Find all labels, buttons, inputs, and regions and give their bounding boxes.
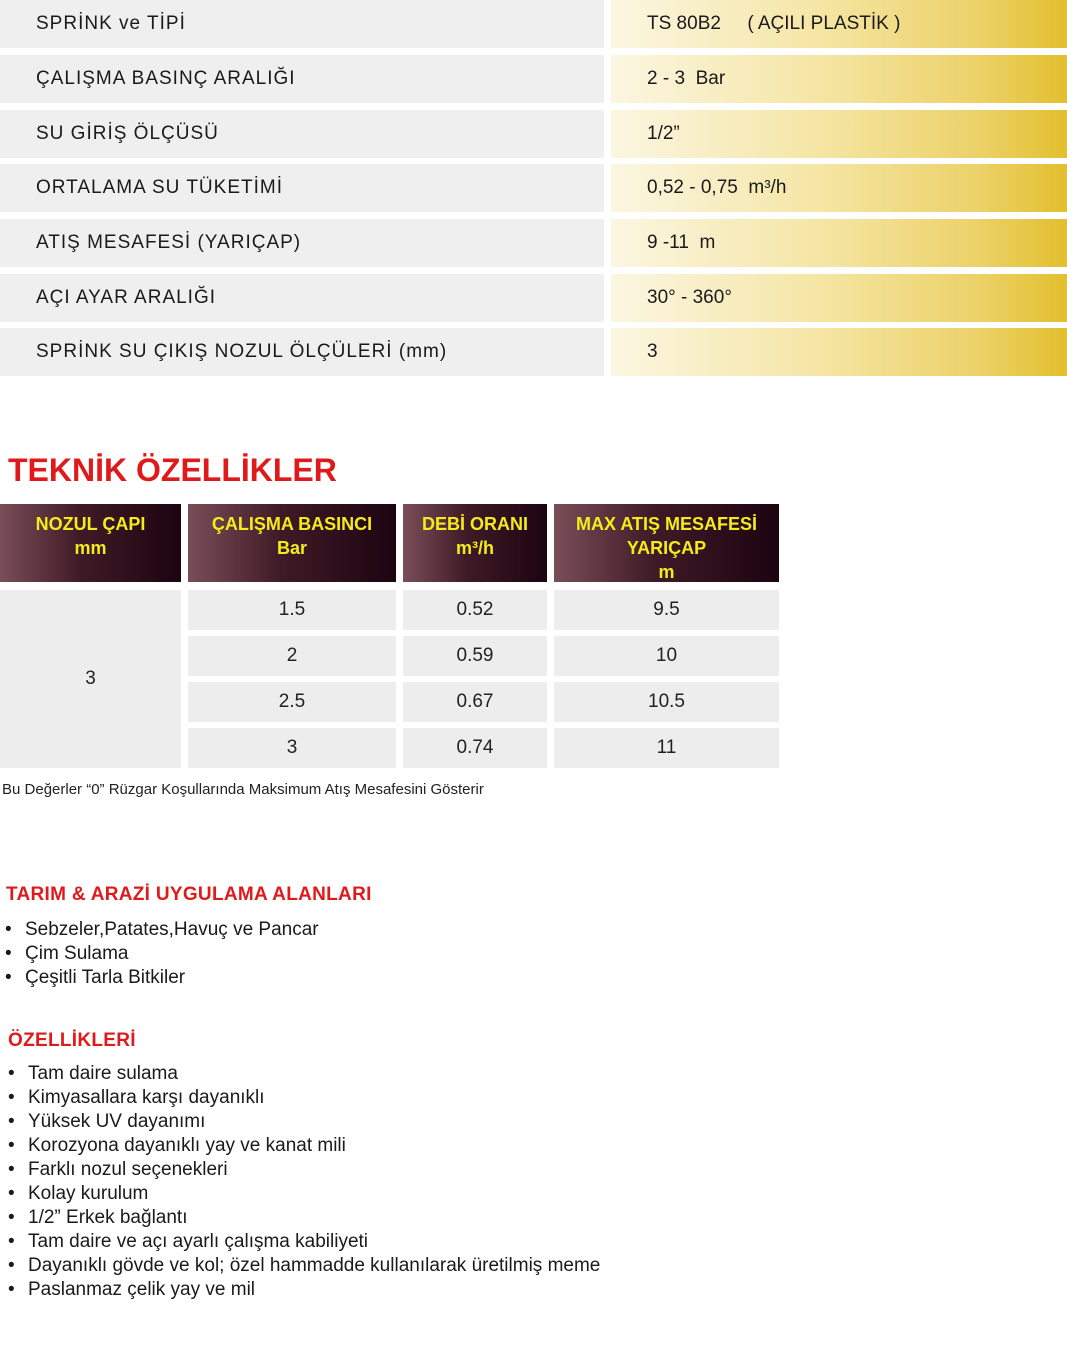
header-nozzle-diameter [0, 504, 181, 582]
spec-value: 2 - 3 Bar [611, 55, 1067, 103]
nozzle-diameter-cell: 3 [0, 590, 181, 768]
distance-cell: 11 [554, 728, 779, 768]
header-line: NOZUL ÇAPI [35, 514, 146, 534]
list-item-text: Kolay kurulum [28, 1183, 149, 1204]
bullet-icon: • [8, 1207, 15, 1228]
features-list [8, 1062, 600, 1302]
list-item-text: Korozyona dayanıklı yay ve kanat mili [28, 1135, 346, 1156]
header-unit: mm [74, 538, 107, 558]
list-item-text: Farklı nozul seçenekleri [28, 1159, 228, 1180]
list-item [8, 1230, 600, 1254]
pressure-cell: 2.5 [188, 682, 396, 722]
header-unit: m³/h [456, 538, 494, 558]
list-item-text: Çeşitli Tarla Bitkiler [25, 967, 186, 988]
spec-row [0, 219, 1067, 267]
bullet-icon: • [8, 1255, 15, 1276]
bullet-icon: • [5, 919, 12, 940]
list-item [8, 1278, 600, 1302]
applications-list [5, 918, 319, 990]
flow-cell: 0.59 [403, 636, 547, 676]
bullet-icon: • [8, 1159, 15, 1180]
flow-cell: 0.74 [403, 728, 547, 768]
flow-cell: 0.52 [403, 590, 547, 630]
bullet-icon: • [8, 1183, 15, 1204]
list-item [5, 942, 319, 966]
list-item [8, 1254, 600, 1278]
list-item-text: Paslanmaz çelik yay ve mil [28, 1279, 256, 1300]
spec-value: TS 80B2 ( AÇILI PLASTİK ) [611, 0, 1067, 48]
list-item-text: Tam daire sulama [28, 1063, 178, 1084]
header-line: YARIÇAP [626, 538, 707, 558]
list-item [5, 918, 319, 942]
header-max-distance [554, 504, 779, 582]
spec-value: 0,52 - 0,75 m³/h [611, 164, 1067, 212]
list-item-text: Tam daire ve açı ayarlı çalışma kabiliyeti [28, 1231, 369, 1252]
header-unit: m [658, 562, 675, 582]
list-item [8, 1182, 600, 1206]
wind-condition-note: Bu Değerler “0” Rüzgar Koşullarında Maksimum Atış Mesafesini Gösterir [2, 781, 484, 798]
spec-value: 1/2” [611, 110, 1067, 158]
list-item-text: 1/2” Erkek bağlantı [28, 1207, 188, 1228]
spec-row [0, 328, 1067, 376]
spec-row [0, 110, 1067, 158]
header-flow-rate [403, 504, 547, 582]
list-item [8, 1110, 600, 1134]
list-item-text: Sebzeler,Patates,Havuç ve Pancar [25, 919, 319, 940]
spec-label: SU GİRİŞ ÖLÇÜSÜ [0, 110, 604, 158]
bullet-icon: • [8, 1279, 15, 1300]
bullet-icon: • [5, 943, 12, 964]
spec-row [0, 0, 1067, 48]
list-item [8, 1158, 600, 1182]
spec-label: ATIŞ MESAFESİ (YARIÇAP) [0, 219, 604, 267]
spec-label: SPRİNK ve TİPİ [0, 0, 604, 48]
list-item-text: Dayanıklı gövde ve kol; özel hammadde kullanılarak üretilmiş meme [28, 1255, 601, 1276]
bullet-icon: • [8, 1087, 15, 1108]
bullet-icon: • [8, 1111, 15, 1132]
list-item [5, 966, 319, 990]
list-item-text: Yüksek UV dayanımı [28, 1111, 206, 1132]
distance-cell: 9.5 [554, 590, 779, 630]
flow-cell: 0.67 [403, 682, 547, 722]
list-item [8, 1206, 600, 1230]
spec-row [0, 164, 1067, 212]
spec-label: SPRİNK SU ÇIKIŞ NOZUL ÖLÇÜLERİ (mm) [0, 328, 604, 376]
bullet-icon: • [5, 967, 12, 988]
spec-value: 3 [611, 328, 1067, 376]
header-unit: Bar [276, 538, 307, 558]
header-line: MAX ATIŞ MESAFESİ [575, 514, 757, 534]
pressure-cell: 3 [188, 728, 396, 768]
features-title: ÖZELLİKLERİ [8, 1030, 136, 1051]
header-line: DEBİ ORANI [421, 514, 528, 534]
list-item-text: Çim Sulama [25, 943, 129, 964]
spec-value: 9 -11 m [611, 219, 1067, 267]
bullet-icon: • [8, 1063, 15, 1084]
list-item [8, 1062, 600, 1086]
list-item [8, 1086, 600, 1110]
technical-title: TEKNİK ÖZELLİKLER [8, 452, 337, 488]
distance-cell: 10.5 [554, 682, 779, 722]
bullet-icon: • [8, 1135, 15, 1156]
bullet-icon: • [8, 1231, 15, 1252]
distance-cell: 10 [554, 636, 779, 676]
pressure-cell: 2 [188, 636, 396, 676]
pressure-cell: 1.5 [188, 590, 396, 630]
spec-label: ÇALIŞMA BASINÇ ARALIĞI [0, 55, 604, 103]
header-pressure [188, 504, 396, 582]
list-item-text: Kimyasallara karşı dayanıklı [28, 1087, 265, 1108]
spec-value: 30° - 360° [611, 274, 1067, 322]
spec-label: AÇI AYAR ARALIĞI [0, 274, 604, 322]
applications-title: TARIM & ARAZİ UYGULAMA ALANLARI [6, 884, 372, 905]
header-line: ÇALIŞMA BASINCI [211, 514, 373, 534]
spec-row [0, 274, 1067, 322]
spec-label: ORTALAMA SU TÜKETİMİ [0, 164, 604, 212]
spec-row [0, 55, 1067, 103]
list-item [8, 1134, 600, 1158]
